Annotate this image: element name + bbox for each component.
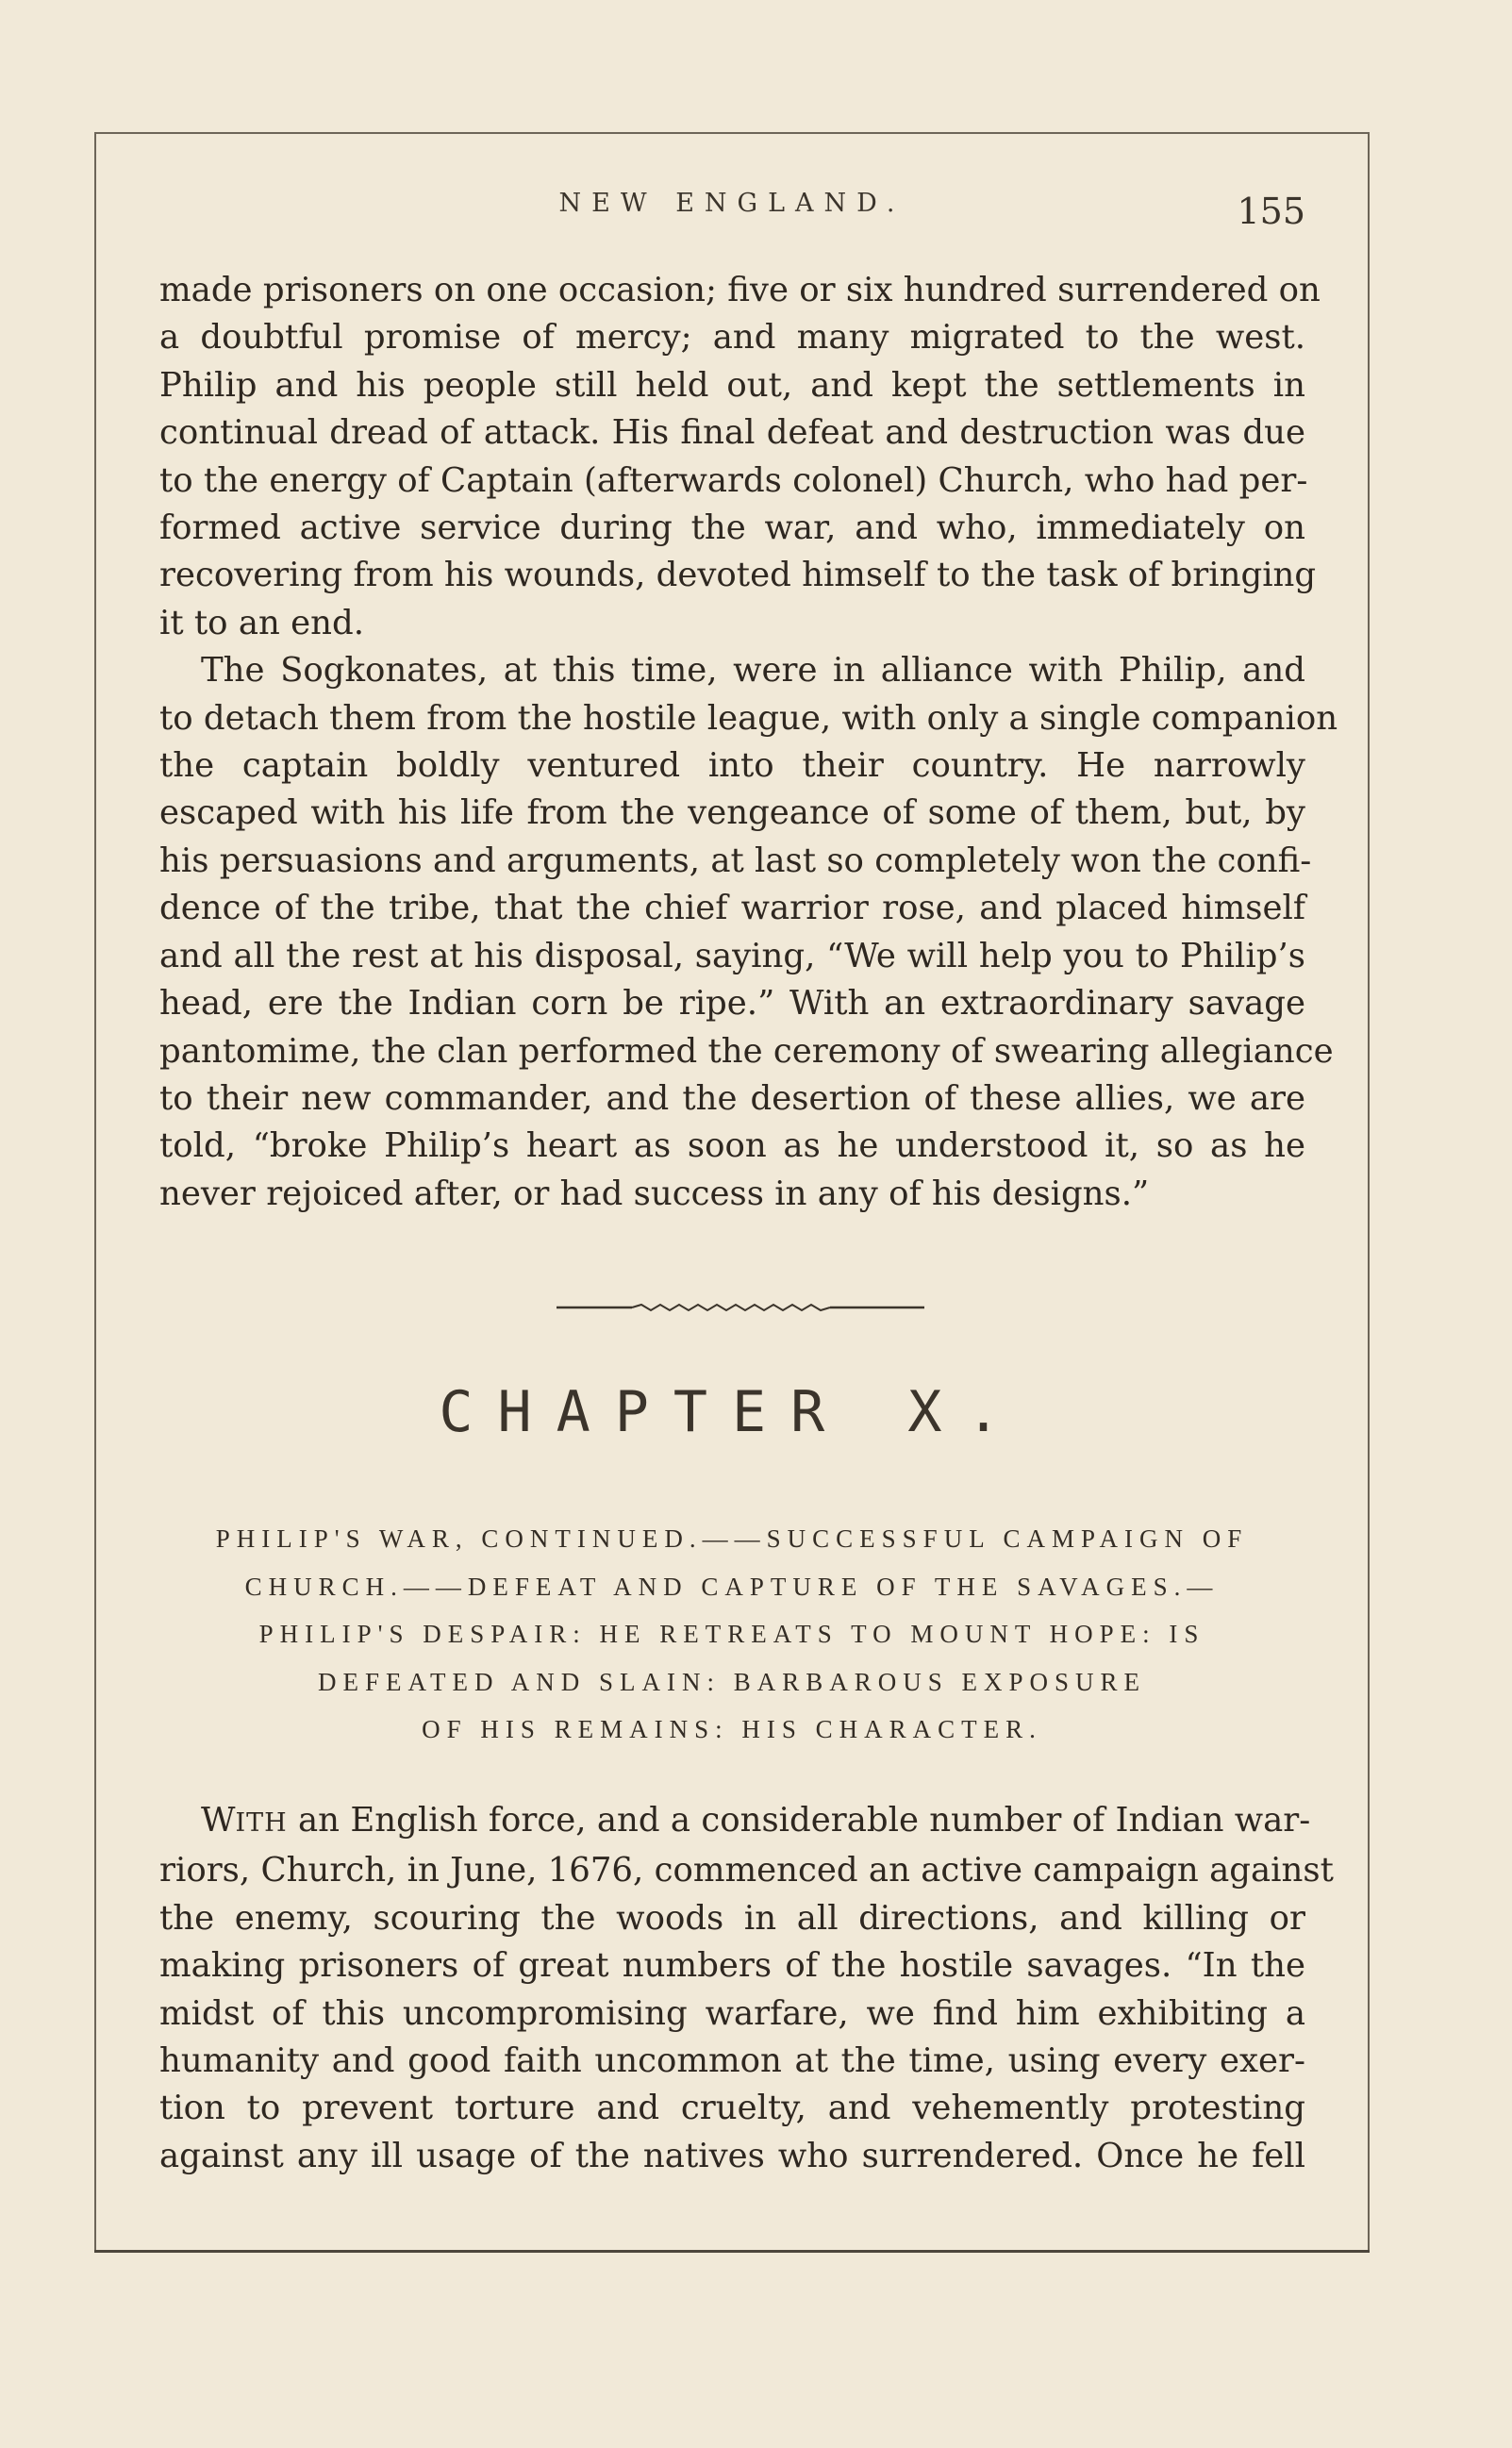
drop-cap: W [201, 1801, 236, 1840]
running-title: NEW ENGLAND. [558, 189, 906, 218]
page-number: 155 [1237, 191, 1305, 232]
frame-bottom-rule [94, 2250, 1370, 2253]
paragraph-1 [159, 267, 1321, 647]
small-caps: ITH [235, 1808, 288, 1838]
text-line: his persuasions and arguments, at last so completely won the confi- [159, 841, 1312, 880]
text-line: Philip and his people still held out, and kept the settlements in [159, 365, 1305, 405]
chapter-title: CHAPTER X. [439, 1379, 1025, 1445]
text-line: to their new commander, and the desertion of these allies, we are [159, 1078, 1305, 1118]
summary-line: CHURCH.——DEFEAT AND CAPTURE OF THE SAVAGES.— [244, 1572, 1220, 1601]
text-line: riors, Church, in June, 1676, commenced an active campaign against [159, 1851, 1334, 1890]
section-divider-ornament [557, 1302, 924, 1313]
running-head [94, 189, 1370, 218]
text-line: midst of this uncompromising warfare, we find him exhibiting a [159, 1993, 1305, 2033]
text-line: The Sogkonates, at this time, were in alliance with Philip, and [201, 651, 1305, 691]
text-line: formed active service during the war, and who, immediately on [159, 508, 1305, 548]
text-line: recovering from his wounds, devoted himself to the task of bringing [159, 556, 1317, 595]
chapter-summary [94, 1515, 1370, 1754]
text-line: the captain boldly ventured into their country. He narrowly [159, 746, 1305, 786]
summary-line: PHILIP'S WAR, CONTINUED.——SUCCESSFUL CAMPAIGN OF [215, 1524, 1249, 1553]
text-line: escaped with his life from the vengeance of some of them, but, by [159, 793, 1305, 833]
text-line: it to an end. [159, 603, 365, 642]
text-line [159, 1797, 1311, 1847]
paragraph-3 [159, 1797, 1334, 2180]
first-line-rest: an English force, and a considerable number of Indian war- [287, 1801, 1311, 1840]
text-line: humanity and good faith uncommon at the time, using every exer- [159, 2041, 1305, 2081]
text-line: and all the rest at his disposal, saying, “We will help you to Philip’s [159, 936, 1305, 975]
text-line: made prisoners on one occasion; five or six hundred surrendered on [159, 271, 1321, 309]
body-text-top [159, 267, 1338, 1218]
text-line: head, ere the Indian corn be ripe.” With an extraordinary savage [159, 984, 1305, 1024]
text-line: dence of the tribe, that the chief warrior rose, and placed himself [159, 889, 1305, 928]
text-line: never rejoiced after, or had success in any of his designs.” [159, 1174, 1150, 1213]
text-line: told, “broke Philip’s heart as soon as he understood it, so as he [159, 1126, 1305, 1166]
summary-line: PHILIP'S DESPAIR: HE RETREATS TO MOUNT HOPE: IS [258, 1620, 1205, 1648]
body-text-bottom [159, 1797, 1334, 2180]
text-line: tion to prevent torture and cruelty, and vehemently protesting [159, 2089, 1305, 2128]
summary-line: OF HIS REMAINS: HIS CHARACTER. [422, 1715, 1042, 1743]
text-line: to the energy of Captain (afterwards colonel) Church, who had per- [159, 460, 1308, 500]
paragraph-2 [159, 647, 1338, 1218]
text-line: making prisoners of great numbers of the hostile savages. “In the [159, 1946, 1305, 1986]
text-line: to detach them from the hostile league, with only a single companion [159, 698, 1338, 738]
text-line: a doubtful promise of mercy; and many migrated to the west. [159, 318, 1305, 358]
summary-line: DEFEATED AND SLAIN: BARBAROUS EXPOSURE [317, 1667, 1147, 1696]
text-line: continual dread of attack. His final defeat and destruction was due [159, 413, 1305, 453]
text-line: the enemy, scouring the woods in all directions, and killing or [159, 1898, 1305, 1938]
text-line: pantomime, the clan performed the ceremony of swearing allegiance [159, 1031, 1334, 1071]
text-line: against any ill usage of the natives who surrendered. Once he fell [159, 2136, 1305, 2175]
